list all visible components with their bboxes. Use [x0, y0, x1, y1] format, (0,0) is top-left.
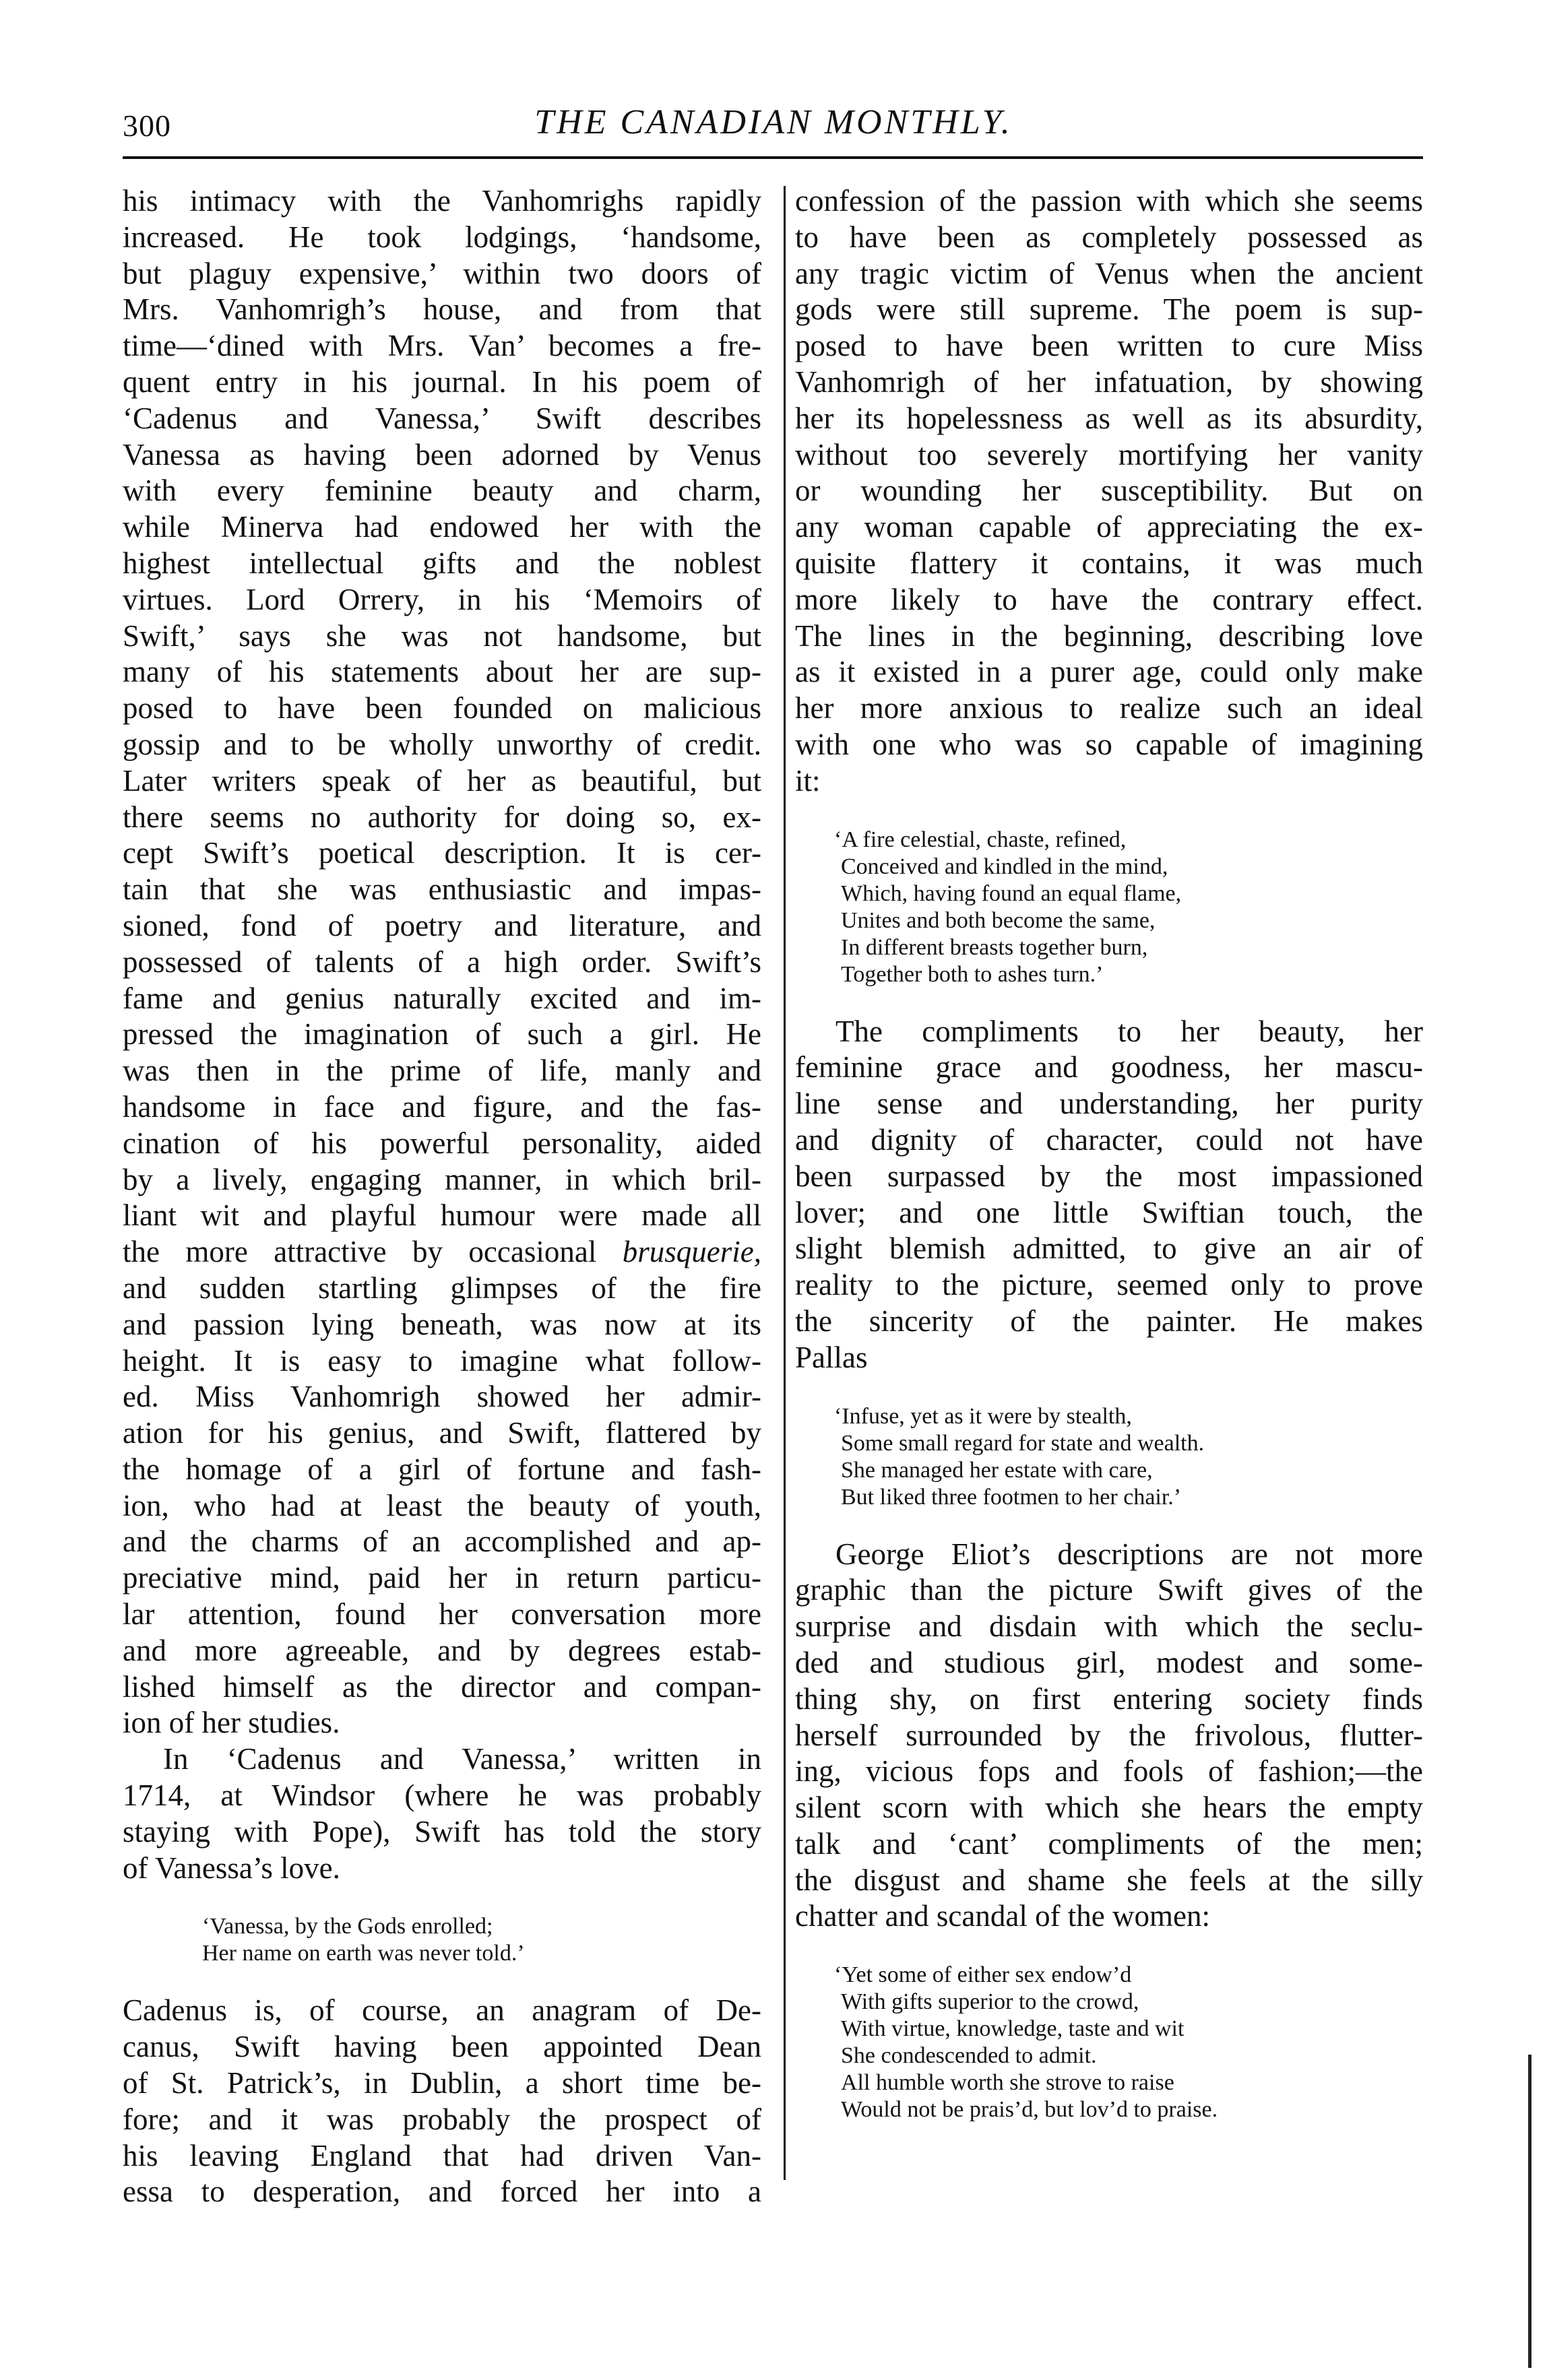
text-line: Later writers speak of her as beautiful, but [123, 763, 761, 798]
verse-line: ‘Infuse, yet as it were by stealth, [834, 1403, 1132, 1429]
verse-line: But liked three footmen to her chair.’ [841, 1484, 1182, 1510]
text-line: was then in the prime of life, manly and [123, 1054, 761, 1088]
text-line: height. It is easy to imagine what follow- [123, 1343, 761, 1378]
text-line: Vanessa as having been adorned by Venus [123, 437, 761, 472]
text-line: fame and genius naturally excited and im- [123, 981, 761, 1015]
paragraph [123, 1741, 761, 1886]
text-line: any tragic victim of Venus when the ancient [795, 256, 1423, 290]
text-line: handsome in face and figure, and the fas- [123, 1089, 761, 1124]
text-line: as it existed in a purer age, could only make [795, 655, 1423, 689]
text-line: graphic than the picture Swift gives of the [795, 1573, 1423, 1607]
paragraph [123, 1993, 761, 2210]
text-line: staying with Pope), Swift has told the story [123, 1814, 761, 1848]
text-line: slight blemish admitted, to give an air of [795, 1231, 1423, 1266]
text-line: by a lively, engaging manner, in which bril- [123, 1162, 761, 1196]
paragraph [795, 1014, 1423, 1376]
text-line: there seems no authority for doing so, ex- [123, 800, 761, 834]
verse-line: She condescended to admit. [841, 2043, 1097, 2069]
text-line: herself surrounded by the frivolous, flutter- [795, 1718, 1423, 1752]
text-line: and dignity of character, could not have [795, 1122, 1423, 1157]
text-line: ion, who had at least the beauty of youth, [123, 1488, 761, 1522]
paragraph [123, 183, 761, 1741]
paragraph [795, 1537, 1423, 1935]
text-line: but plaguy expensive,’ within two doors of [123, 256, 761, 290]
text-line: and passion lying beneath, was now at its [123, 1307, 761, 1341]
text-line: the sincerity of the painter. He makes [795, 1304, 1423, 1338]
text-line: In ‘Cadenus and Vanessa,’ written in [163, 1742, 761, 1776]
text-line: canus, Swift having been appointed Dean [123, 2030, 761, 2064]
text-line: it: [795, 763, 821, 798]
text-line: any woman capable of appreciating the ex- [795, 510, 1423, 544]
text-line: and the charms of an accomplished and ap- [123, 1524, 761, 1559]
text-line: essa to desperation, and forced her into a [123, 2175, 761, 2209]
verse-line: All humble worth she strove to raise [841, 2070, 1174, 2096]
text-line: time—‘dined with Mrs. Van’ becomes a fre- [123, 329, 761, 363]
text-line: The compliments to her beauty, her [835, 1014, 1423, 1048]
text-line: ing, vicious fops and fools of fashion;—the [795, 1754, 1423, 1789]
text-line: her its hopelessness as well as its absurdity, [795, 401, 1423, 435]
text-line: many of his statements about her are sup- [123, 655, 761, 689]
text-line: lar attention, found her conversation more [123, 1597, 761, 1632]
text-line: highest intellectual gifts and the noblest [123, 546, 761, 580]
text-line: line sense and understanding, her purity [795, 1087, 1423, 1121]
text-line: surprise and disdain with which the seclu- [795, 1609, 1423, 1644]
text-line: ation for his genius, and Swift, flattered by [123, 1416, 761, 1450]
text-line: increased. He took lodgings, ‘handsome, [123, 220, 761, 254]
text-line: Pallas [795, 1340, 868, 1374]
verse-quote [123, 1913, 761, 1967]
text-line: cept Swift’s poetical description. It is cer- [123, 836, 761, 870]
text-line: the homage of a girl of fortune and fash- [123, 1452, 761, 1486]
text-line: ‘Cadenus and Vanessa,’ Swift describes [123, 401, 761, 435]
text-line: ded and studious girl, modest and some- [795, 1645, 1423, 1679]
text-line: gods were still supreme. The poem is sup- [795, 292, 1423, 327]
text-line: her more anxious to realize such an ideal [795, 691, 1423, 726]
text-line: his intimacy with the Vanhomrighs rapidly [123, 184, 761, 218]
verse-quote [795, 1403, 1423, 1511]
text-line: Cadenus is, of course, an anagram of De- [123, 1993, 761, 2028]
page-number: 300 [123, 108, 171, 143]
verse-line: ‘A fire celestial, chaste, refined, [834, 827, 1127, 852]
verse-quote [795, 1962, 1423, 2123]
text-line: possessed of talents of a high order. Swift’s [123, 944, 761, 979]
text-line: talk and ‘cant’ compliments of the men; [795, 1826, 1423, 1861]
text-line: been surpassed by the most impassioned [795, 1159, 1423, 1193]
text-line: and more agreeable, and by degrees estab- [123, 1633, 761, 1667]
verse-line: Would not be prais’d, but lov’d to praise. [841, 2097, 1218, 2123]
verse-line: Conceived and kindled in the mind, [841, 854, 1168, 879]
text-line: with every feminine beauty and charm, [123, 474, 761, 508]
text-line: reality to the picture, seemed only to prove [795, 1268, 1423, 1302]
verse-line: Which, having found an equal flame, [841, 880, 1182, 906]
verse-line: In different breasts together burn, [841, 934, 1148, 960]
verse-line: ‘Yet some of either sex endow’d [834, 1962, 1132, 1988]
verse-line: She managed her estate with care, [841, 1457, 1153, 1483]
text-line: silent scorn with which she hears the empty [795, 1791, 1423, 1825]
text-line: while Minerva had endowed her with the [123, 510, 761, 544]
text-line: with one who was so capable of imagining [795, 727, 1423, 761]
text-line: or wounding her susceptibility. But on [795, 474, 1423, 508]
text-line: Swift,’ says she was not handsome, but [123, 618, 761, 653]
left-column [123, 183, 761, 2210]
text-line: more likely to have the contrary effect. [795, 582, 1423, 616]
text-line: tain that she was enthusiastic and impas- [123, 872, 761, 907]
text-line: gossip and to be wholly unworthy of credit. [123, 727, 761, 761]
text-line: 1714, at Windsor (where he was probably [123, 1778, 761, 1813]
verse-line: Her name on earth was never told.’ [202, 1941, 525, 1966]
text-line: cination of his powerful personality, aided [123, 1126, 761, 1160]
text-line [123, 1234, 761, 1271]
text-line: posed to have been written to cure Miss [795, 329, 1423, 363]
verse-quote [795, 827, 1423, 988]
paragraph [795, 183, 1423, 800]
text-line: confession of the passion with which she seems [795, 184, 1423, 218]
text-line: the disgust and shame she feels at the silly [795, 1863, 1423, 1897]
italic-term: brusquerie, [622, 1235, 761, 1269]
page-edge-mark [1528, 2055, 1532, 2368]
text-line: fore; and it was probably the prospect of [123, 2102, 761, 2136]
verse-line: Some small regard for state and wealth. [841, 1430, 1205, 1456]
text-line: quisite flattery it contains, it was much [795, 546, 1423, 580]
text-line: liant wit and playful humour were made all [123, 1198, 761, 1233]
text-line: feminine grace and goodness, her mascu- [795, 1050, 1423, 1085]
text-line: virtues. Lord Orrery, in his ‘Memoirs of [123, 582, 761, 616]
verse-line: With virtue, knowledge, taste and wit [841, 2016, 1185, 2042]
verse-line: With gifts superior to the crowd, [841, 1989, 1139, 2015]
text-line: lover; and one little Swiftian touch, the [795, 1195, 1423, 1229]
text-line: thing shy, on first entering society finds [795, 1681, 1423, 1716]
column-divider [784, 186, 786, 2180]
header-rule [123, 156, 1423, 159]
text-line: ed. Miss Vanhomrigh showed her admir- [123, 1380, 761, 1414]
running-title: THE CANADIAN MONTHLY. [534, 103, 1013, 141]
text-line: his leaving England that had driven Van- [123, 2138, 761, 2173]
text-line: posed to have been founded on malicious [123, 691, 761, 726]
text-line: and sudden startling glimpses of the fire [123, 1271, 761, 1305]
right-column [795, 183, 1423, 2149]
text-line: ion of her studies. [123, 1706, 340, 1740]
text-line: The lines in the beginning, describing love [795, 618, 1423, 653]
text-line: Mrs. Vanhomrigh’s house, and from that [123, 292, 761, 327]
text-line: lished himself as the director and compan- [123, 1669, 761, 1704]
verse-line: Unites and both become the same, [841, 907, 1156, 933]
text-line: pressed the imagination of such a girl. He [123, 1017, 761, 1052]
text-line: of St. Patrick’s, in Dublin, a short time be- [123, 2066, 761, 2100]
text-line: sioned, fond of poetry and literature, and [123, 908, 761, 942]
text-line: of Vanessa’s love. [123, 1851, 340, 1885]
text-line: George Eliot’s descriptions are not more [835, 1537, 1423, 1571]
text-segment: the more attractive by occasional [123, 1235, 623, 1269]
text-line: chatter and scandal of the women: [795, 1899, 1211, 1933]
text-line: Vanhomrigh of her infatuation, by showing [795, 364, 1423, 399]
text-line: to have been as completely possessed as [795, 220, 1423, 254]
text-line: quent entry in his journal. In his poem of [123, 364, 761, 399]
text-line: without too severely mortifying her vanity [795, 437, 1423, 472]
verse-line: Together both to ashes turn.’ [841, 961, 1104, 987]
verse-line: ‘Vanessa, by the Gods enrolled; [202, 1914, 493, 1939]
text-line: preciative mind, paid her in return particu- [123, 1561, 761, 1595]
